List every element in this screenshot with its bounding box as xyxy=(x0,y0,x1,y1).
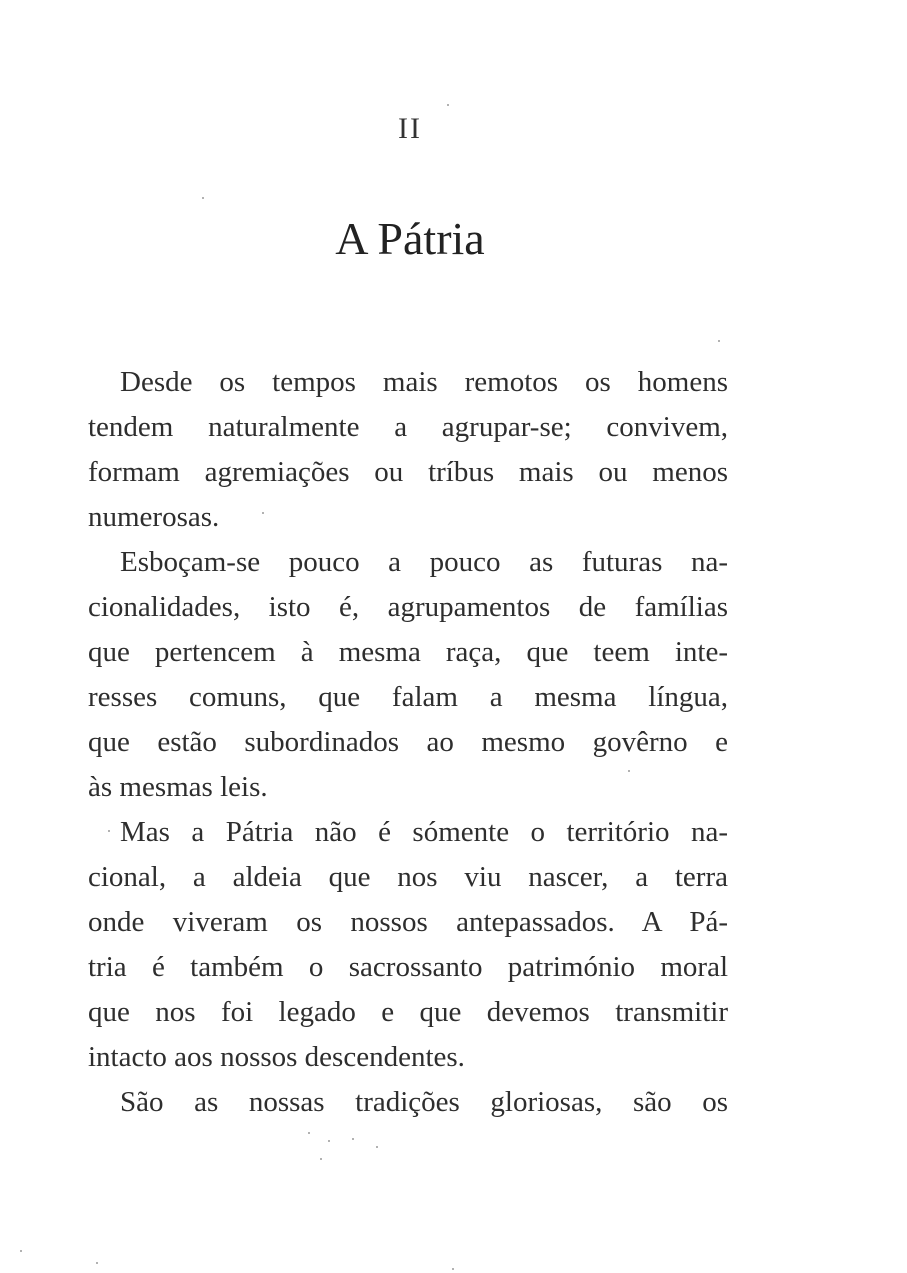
scan-speck xyxy=(447,104,449,106)
text-line: Desde os tempos mais remotos os homens xyxy=(120,366,728,398)
chapter-title: A Pátria xyxy=(335,213,485,264)
text-line: resses comuns, que falam a mesma língua, xyxy=(88,681,728,713)
text-line: intacto aos nossos descendentes. xyxy=(88,1041,465,1073)
text-line: Mas a Pátria não é sómente o território na- xyxy=(120,816,728,848)
scan-speck xyxy=(108,830,110,832)
chapter-body xyxy=(88,360,728,1125)
scan-speck xyxy=(628,770,630,772)
scan-speck xyxy=(376,1146,378,1148)
text-line: às mesmas leis. xyxy=(88,771,268,803)
text-line: formam agremiações ou tríbus mais ou menos xyxy=(88,456,728,488)
scan-speck xyxy=(20,1250,22,1252)
text-line: que estão subordinados ao mesmo govêrno e xyxy=(88,726,728,758)
paragraph xyxy=(88,540,728,810)
scan-speck xyxy=(320,1158,322,1160)
chapter-number: II xyxy=(398,112,422,145)
scan-speck xyxy=(328,1140,330,1142)
text-line: tendem naturalmente a agrupar-se; convivem, xyxy=(88,411,728,443)
paragraph xyxy=(88,360,728,540)
text-line: cional, a aldeia que nos viu nascer, a terra xyxy=(88,861,728,893)
paragraph xyxy=(88,1080,728,1125)
text-line: cionalidades, isto é, agrupamentos de famílias xyxy=(88,591,728,623)
scan-speck xyxy=(262,512,264,514)
scan-speck xyxy=(452,1268,454,1270)
scan-speck xyxy=(96,1262,98,1264)
text-line: tria é também o sacrossanto património moral xyxy=(88,951,728,983)
text-line: que pertencem à mesma raça, que teem inte- xyxy=(88,636,728,668)
paragraph xyxy=(88,810,728,1080)
scan-speck xyxy=(718,340,720,342)
scan-speck xyxy=(308,1132,310,1134)
text-line: onde viveram os nossos antepassados. A Pá- xyxy=(88,906,728,938)
text-line: São as nossas tradições gloriosas, são os xyxy=(120,1086,728,1118)
scan-speck xyxy=(202,197,204,199)
text-line: que nos foi legado e que devemos transmitir xyxy=(88,996,728,1028)
text-line: numerosas. xyxy=(88,501,220,533)
scan-speck xyxy=(352,1138,354,1140)
text-line: Esboçam-se pouco a pouco as futuras na- xyxy=(120,546,728,578)
